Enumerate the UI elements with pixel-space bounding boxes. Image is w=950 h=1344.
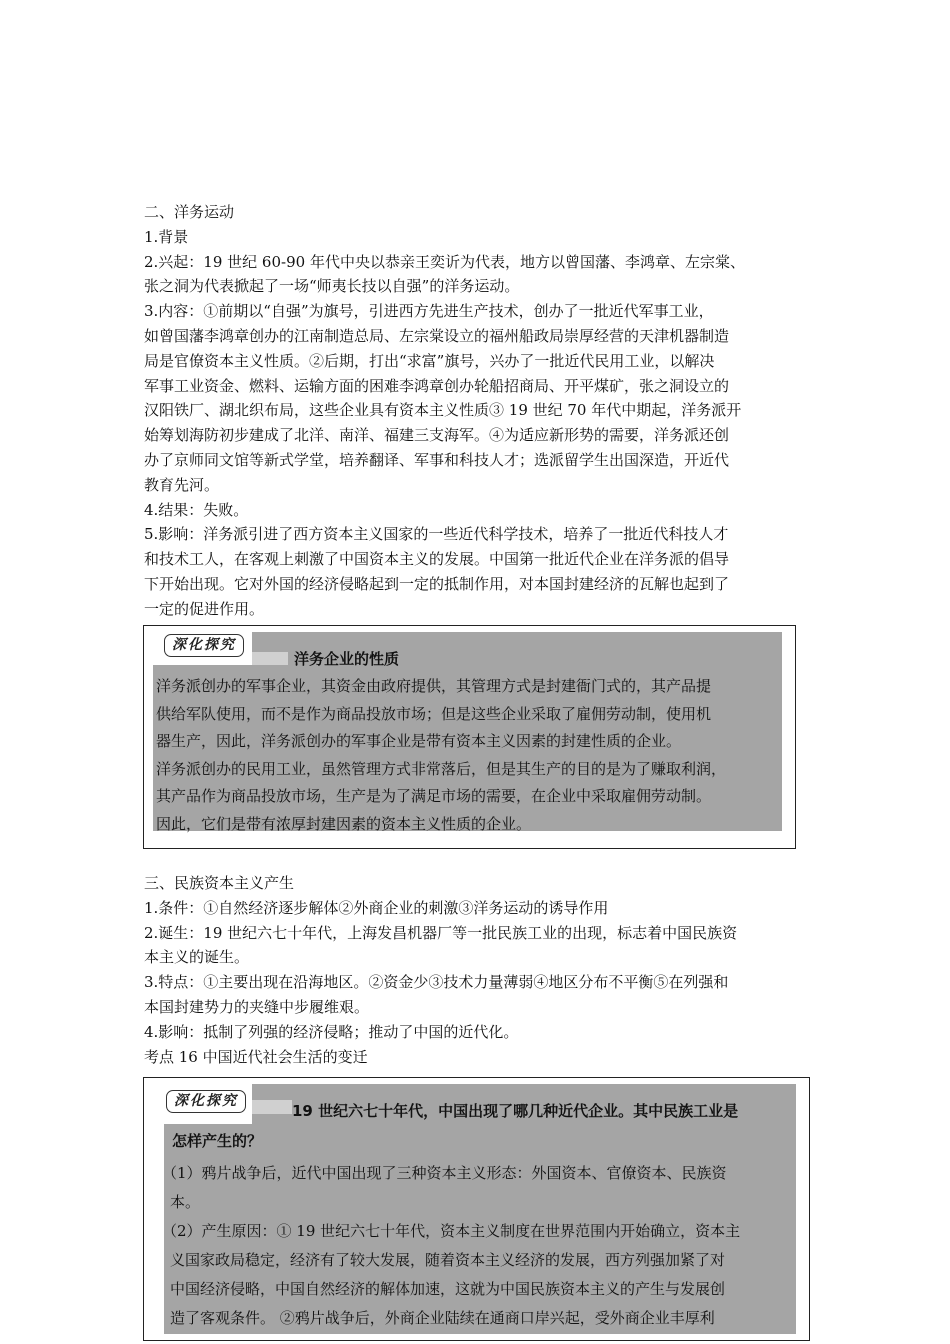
section-yangwu-movement [144,200,799,622]
text-line: 4.影响：抵制了列强的经济侵略；推动了中国的近代化。 [144,1022,519,1041]
text-line: 3.特点：①主要出现在沿海地区。②资金少③技术力量薄弱④地区分布不平衡⑤在列强和 [144,973,729,992]
deep-inquiry-box-2 [143,1077,810,1341]
box-line: 供给军队使用，而不是作为商品投放市场；但是这些企业采取了雇佣劳动制，使用机 [156,704,712,723]
box-line: （2）产生原因：① 19 世纪六七十年代，资本主义制度在世界范围内开始确立，资本主 [162,1222,741,1240]
title-shade-light [252,1100,292,1114]
text-line: 和技术工人，在客观上刺激了中国资本主义的发展。中国第一批近代企业在洋务派的倡导 [144,550,730,569]
box-line: 器生产，因此，洋务派创办的军事企业是带有资本主义因素的封建性质的企业。 [156,732,682,750]
text-line: 本主义的诞生。 [144,948,250,967]
text-line: 如曾国藩李鸿章创办的江南制造总局、左宗棠设立的福州船政局崇厚经营的天津机器制造 [144,326,730,345]
box-line: 本。 [170,1193,201,1211]
text-line: 下开始出现。它对外国的经济侵略起到一定的抵制作用，对本国封建经济的瓦解也起到了 [144,574,730,593]
text-line: 办了京师同文馆等新式学堂，培养翻译、军事和科技人才；选派留学生出国深造，开近代 [144,450,730,469]
text-line: 1.背景 [144,227,189,246]
text-line: 汉阳铁厂、湖北织布局，这些企业具有资本主义性质③ 19 世纪 70 年代中期起，洋务派开 [144,401,742,420]
text-line: 军事工业资金、燃料、运输方面的困难李鸿章创办轮船招商局、开平煤矿，张之洞设立的 [144,376,730,395]
box-line: 造了客观条件。 ②鸦片战争后，外商企业陆续在通商口岸兴起，受外商企业丰厚利 [170,1309,715,1327]
box-title-line-1: 19 世纪六七十年代，中国出现了哪几种近代企业。其中民族工业是 [292,1102,739,1120]
box-line: 义国家政局稳定，经济有了较大发展，随着资本主义经济的发展，西方列强加紧了对 [170,1251,726,1269]
box-content [162,1159,740,1333]
deep-inquiry-stamp: 深化探究 [166,1090,246,1113]
text-line: 5.影响：洋务派引进了西方资本主义国家的一些近代科学技术，培养了一批近代科技人才 [144,525,729,544]
deep-inquiry-box-1 [143,625,796,849]
title-shade-light [252,652,288,665]
box-line: （1）鸦片战争后，近代中国出现了三种资本主义形态：外国资本、官僚资本、民族资 [162,1164,727,1182]
text-line: 一定的促进作用。 [144,599,265,618]
text-line: 教育先河。 [144,475,220,494]
box-line: 中国经济侵略，中国自然经济的解体加速，这就为中国民族资本主义的产生与发展创 [170,1280,726,1298]
deep-inquiry-stamp: 深化探究 [164,634,244,657]
text-line: 张之洞为代表掀起了一场“师夷长技以自强”的洋务运动。 [144,277,520,296]
box-content [156,673,726,838]
text-line: 本国封建势力的夹缝中步履维艰。 [144,997,370,1016]
text-line: 局是官僚资本主义性质。②后期，打出“求富”旗号，兴办了一批近代民用工业，以解决 [144,351,715,370]
box-title: 洋务企业的性质 [294,650,400,668]
section-heading: 三、民族资本主义产生 [144,874,295,892]
box-line: 洋务派创办的军事企业，其资金由政府提供，其管理方式是封建衙门式的，其产品提 [156,677,712,695]
text-line: 3.内容：①前期以“自强”为旗号，引进西方先进生产技术，创办了一批近代军事工业， [144,302,714,321]
text-line: 2.诞生：19 世纪六七十年代，上海发昌机器厂等一批民族工业的出现，标志着中国民族资 [144,923,738,942]
text-line: 1.条件：①自然经济逐步解体②外商企业的刺激③洋务运动的诱导作用 [144,898,609,917]
box-line: 洋务派创办的民用工业，虽然管理方式非常落后，但是其生产的目的是为了赚取利润， [156,759,727,778]
box-line: 因此，它们是带有浓厚封建因素的资本主义性质的企业。 [156,814,532,833]
section-national-capitalism [144,871,799,1069]
exam-point-heading: 考点 16 中国近代社会生活的变迁 [144,1047,368,1066]
section-heading: 二、洋务运动 [144,203,235,221]
text-line: 2.兴起：19 世纪 60-90 年代中央以恭亲王奕䜣为代表，地方以曾国藩、李鸿章、左宗棠、 [144,252,745,271]
box-line: 其产品作为商品投放市场，生产是为了满足市场的需要，在企业中采取雇佣劳动制。 [156,787,712,805]
text-line: 始筹划海防初步建成了北洋、南洋、福建三支海军。④为适应新形势的需要，洋务派还创 [144,426,730,445]
text-line: 4.结果：失败。 [144,500,249,519]
box-title-line-2: 怎样产生的？ [172,1132,263,1150]
